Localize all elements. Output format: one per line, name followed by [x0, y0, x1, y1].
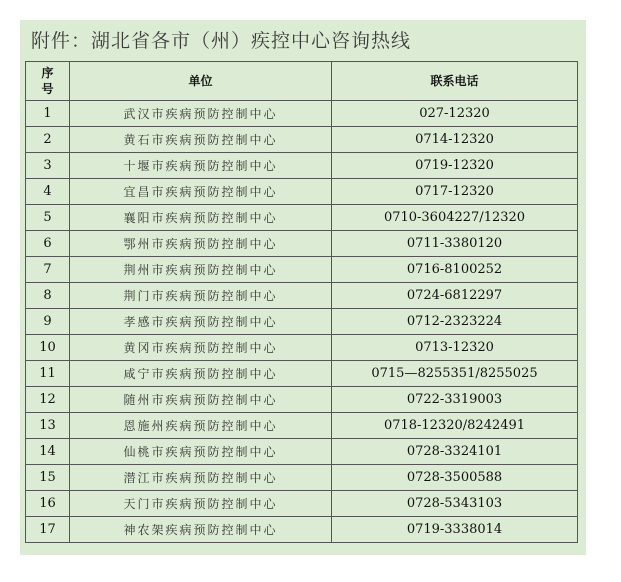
table-row: [26, 101, 578, 127]
table-row: [26, 257, 578, 283]
row-phone: 0713-12320: [332, 335, 578, 361]
row-phone: 0719-3338014: [332, 517, 578, 543]
row-phone: 027-12320: [332, 101, 578, 127]
row-phone: 0718-12320/8242491: [332, 413, 578, 439]
table-body: [26, 101, 578, 543]
table-row: [26, 335, 578, 361]
table-header-row: [26, 62, 578, 101]
header-no: [26, 62, 70, 101]
row-unit: 咸宁市疾病预防控制中心: [70, 361, 332, 387]
row-number: 6: [26, 231, 70, 257]
row-number: 7: [26, 257, 70, 283]
table-row: [26, 231, 578, 257]
table-row: [26, 517, 578, 543]
row-phone: 0710-3604227/12320: [332, 205, 578, 231]
row-phone: 0715—8255351/8255025: [332, 361, 578, 387]
row-unit: 黄石市疾病预防控制中心: [70, 127, 332, 153]
row-number: 13: [26, 413, 70, 439]
row-phone: 0719-12320: [332, 153, 578, 179]
row-number: 8: [26, 283, 70, 309]
row-phone: 0717-12320: [332, 179, 578, 205]
row-unit: 襄阳市疾病预防控制中心: [70, 205, 332, 231]
row-unit: 仙桃市疾病预防控制中心: [70, 439, 332, 465]
document-panel: [20, 20, 586, 555]
row-number: 5: [26, 205, 70, 231]
table-row: [26, 283, 578, 309]
row-number: 12: [26, 387, 70, 413]
table-row: [26, 413, 578, 439]
row-unit: 武汉市疾病预防控制中心: [70, 101, 332, 127]
row-unit: 恩施州疾病预防控制中心: [70, 413, 332, 439]
header-phone: 联系电话: [332, 62, 578, 101]
table-row: [26, 465, 578, 491]
row-number: 10: [26, 335, 70, 361]
row-number: 14: [26, 439, 70, 465]
row-unit: 宜昌市疾病预防控制中心: [70, 179, 332, 205]
table-row: [26, 309, 578, 335]
row-unit: 天门市疾病预防控制中心: [70, 491, 332, 517]
row-number: 16: [26, 491, 70, 517]
row-unit: 荆州市疾病预防控制中心: [70, 257, 332, 283]
row-number: 11: [26, 361, 70, 387]
table-row: [26, 153, 578, 179]
row-unit: 神农架疾病预防控制中心: [70, 517, 332, 543]
row-phone: 0728-3500588: [332, 465, 578, 491]
row-phone: 0711-3380120: [332, 231, 578, 257]
row-unit: 黄冈市疾病预防控制中心: [70, 335, 332, 361]
table-row: [26, 439, 578, 465]
row-number: 9: [26, 309, 70, 335]
hotline-table: [25, 61, 578, 543]
header-no-line1: 序: [41, 66, 54, 80]
row-phone: 0722-3319003: [332, 387, 578, 413]
row-phone: 0714-12320: [332, 127, 578, 153]
row-unit: 荆门市疾病预防控制中心: [70, 283, 332, 309]
row-phone: 0724-6812297: [332, 283, 578, 309]
row-unit: 孝感市疾病预防控制中心: [70, 309, 332, 335]
header-unit: 单位: [70, 62, 332, 101]
table-row: [26, 491, 578, 517]
row-phone: 0716-8100252: [332, 257, 578, 283]
table-row: [26, 361, 578, 387]
row-unit: 鄂州市疾病预防控制中心: [70, 231, 332, 257]
row-unit: 十堰市疾病预防控制中心: [70, 153, 332, 179]
row-phone: 0712-2323224: [332, 309, 578, 335]
row-number: 17: [26, 517, 70, 543]
row-phone: 0728-3324101: [332, 439, 578, 465]
table-row: [26, 127, 578, 153]
row-unit: 随州市疾病预防控制中心: [70, 387, 332, 413]
row-phone: 0728-5343103: [332, 491, 578, 517]
table-row: [26, 179, 578, 205]
header-no-line2: 号: [41, 82, 54, 96]
row-number: 1: [26, 101, 70, 127]
table-row: [26, 205, 578, 231]
row-number: 4: [26, 179, 70, 205]
row-number: 3: [26, 153, 70, 179]
table-row: [26, 387, 578, 413]
document-title: 附件：湖北省各市（州）疾控中心咨询热线: [31, 30, 412, 52]
row-unit: 潜江市疾病预防控制中心: [70, 465, 332, 491]
row-number: 15: [26, 465, 70, 491]
row-number: 2: [26, 127, 70, 153]
